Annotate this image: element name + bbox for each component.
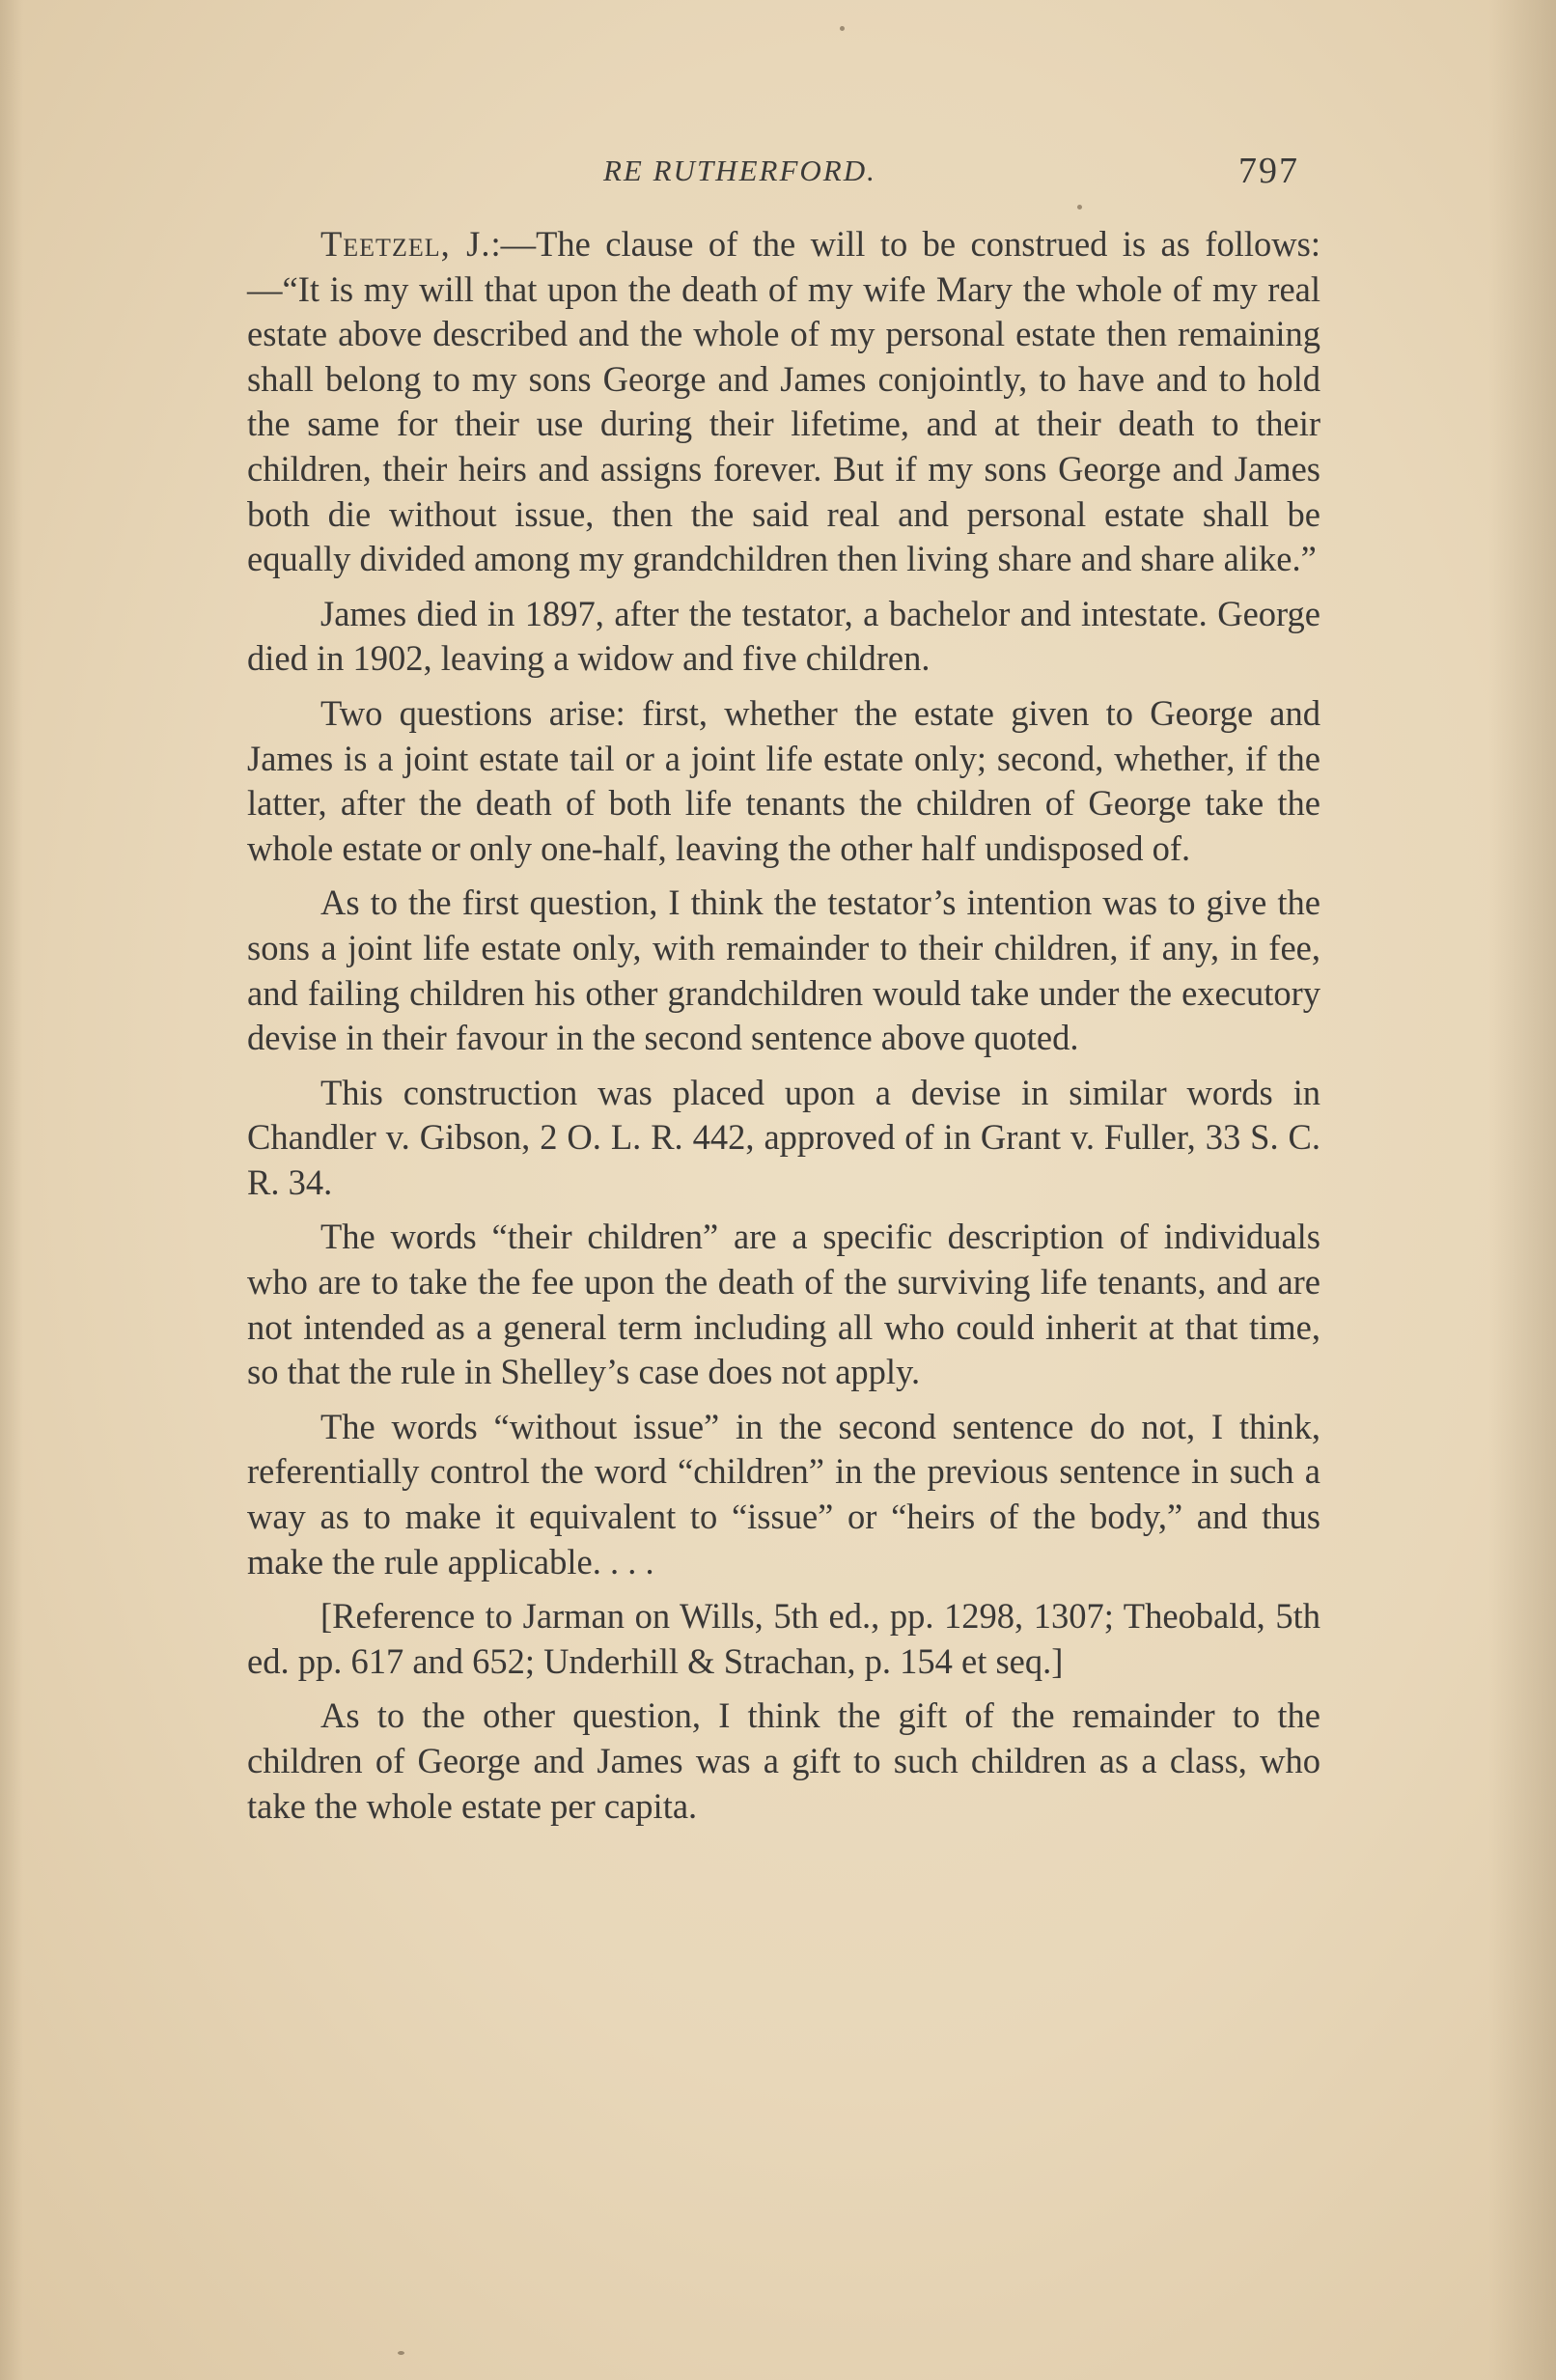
running-title: RE RUTHERFORD.: [603, 154, 876, 187]
ink-speck: [1077, 205, 1082, 210]
paragraph: As to the first question, I think the testator’s intention was to give the sons a joint life estate only, with remainder to their children, if any, in fee, and failing children his other grandchildren would take under the executory devise in their favour in the second sentence above quoted.: [247, 882, 1320, 1058]
paragraph: James died in 1897, after the testator, a bachelor and intestate. George died in 1902, leaving a widow and five children.: [247, 593, 1320, 679]
page-header: [0, 140, 1556, 198]
judge-name: Teetzel, J.: [320, 224, 491, 264]
ink-speck: [398, 2351, 404, 2355]
paragraph: As to the other question, I think the gift of the remainder to the children of George and James was a gift to such children as a class, who take the whole estate per capita.: [247, 1695, 1320, 1826]
ink-speck: [840, 26, 845, 31]
judgment-text: [247, 222, 1320, 1838]
paragraph-text: :—The clause of the will to be construed is as follows:—“It is my will that upon the death of my wife Mary the whole of my real estate above described and the whole of my personal estate then remaining shall belong to my sons George and James conjointly, to have and to hold the same for their use during their lifetime, and at their death to their children, their heirs and assigns forever. But if my sons George and James both die without issue, then the said real and personal estate shall be equally divided among my grandchildren then living share and share alike.”: [247, 224, 1320, 579]
paragraph: The words “their children” are a specific description of individuals who are to take the fee upon the death of the surviving life tenants, and are not intended as a general term including all who could inherit at that time, so that the rule in Shelley’s case does not apply.: [247, 1217, 1320, 1392]
paragraph: The words “without issue” in the second sentence do not, I think, referentially control the word “children” in the previous sentence in such a way as to make it equivalent to “issue” or “heirs of the body,” and thus make the rule applicable. . . .: [247, 1406, 1320, 1582]
paragraph: [247, 222, 1320, 582]
page-number: 797: [1238, 151, 1299, 191]
paragraph: This construction was placed upon a devise in similar words in Chandler v. Gibson, 2 O. L. R. 442, approved of in Grant v. Fuller, 33 S. C. R. 34.: [247, 1072, 1320, 1202]
paragraph: [Reference to Jarman on Wills, 5th ed., pp. 1298, 1307; Theobald, 5th ed. pp. 617 and 652; Underhill & Strachan, p. 154 et seq.]: [247, 1596, 1320, 1681]
paragraph: Two questions arise: first, whether the estate given to George and James is a joint estate tail or a joint life estate only; second, whether, if the latter, after the death of both life tenants the children of George take the whole estate or only one-half, leaving the other half undisposed of.: [247, 692, 1320, 868]
